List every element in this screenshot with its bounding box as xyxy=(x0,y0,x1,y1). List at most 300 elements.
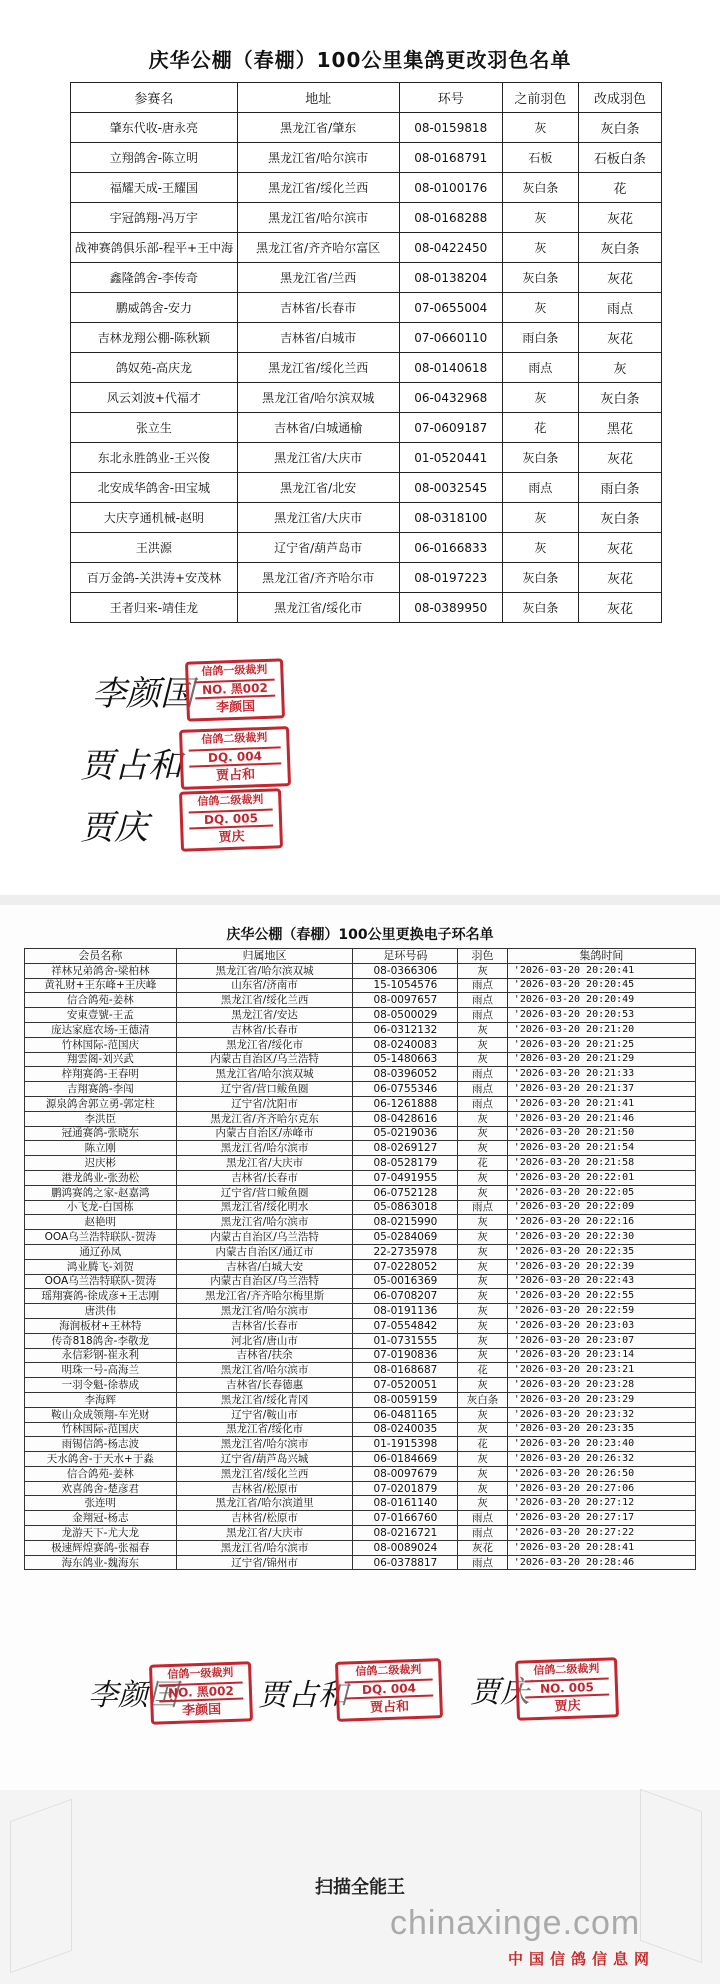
entrant-cell: 鸽奴苑-高庆龙 xyxy=(71,353,238,383)
region-cell: 内蒙古自治区/赤峰市 xyxy=(176,1126,353,1141)
header-new-color: 改成羽色 xyxy=(578,83,661,113)
color-cell: 雨点 xyxy=(458,1008,507,1023)
entrant-cell: 东北永胜鸽业-王兴俊 xyxy=(71,443,238,473)
table-row xyxy=(71,143,662,173)
address-cell: 黑龙江省/哈尔滨市 xyxy=(237,143,399,173)
color-cell: 灰 xyxy=(458,1348,507,1363)
old-color-cell: 灰白条 xyxy=(502,173,578,203)
member-cell: 海东鸽业-魏海东 xyxy=(25,1555,177,1570)
ring-number-cell: 08-0216721 xyxy=(353,1526,458,1541)
ring-number-cell: 08-0059159 xyxy=(353,1392,458,1407)
region-cell: 辽宁省/沈阳市 xyxy=(176,1096,353,1111)
ring-number-cell: 08-0097657 xyxy=(353,993,458,1008)
header-color: 羽色 xyxy=(458,949,507,964)
signature-2: 贾占和 xyxy=(80,746,182,786)
color-cell: 灰 xyxy=(458,1022,507,1037)
table-row xyxy=(71,353,662,383)
new-color-cell: 灰花 xyxy=(578,443,661,473)
color-cell: 花 xyxy=(458,1363,507,1378)
color-cell: 雨点 xyxy=(458,993,507,1008)
table-row xyxy=(25,1126,696,1141)
ring-number-cell: 07-0166760 xyxy=(353,1511,458,1526)
ring-number-cell: 08-0422450 xyxy=(399,233,502,263)
member-cell: 金翔冠-杨志 xyxy=(25,1511,177,1526)
region-cell: 河北省/唐山市 xyxy=(176,1333,353,1348)
table-row xyxy=(71,443,662,473)
color-cell: 灰 xyxy=(458,1422,507,1437)
region-cell: 黑龙江省/安达 xyxy=(176,1008,353,1023)
time-cell: '2026-03-20 20:26:32 xyxy=(507,1452,695,1467)
time-cell: '2026-03-20 20:21:20 xyxy=(507,1022,695,1037)
stamp-6-name: 贾庆 xyxy=(554,1698,581,1715)
table-row xyxy=(25,1526,696,1541)
table-row xyxy=(25,993,696,1008)
color-cell: 灰 xyxy=(458,1111,507,1126)
stamp-1-title: 信鸽一级裁判 xyxy=(201,662,268,679)
table-row xyxy=(25,1037,696,1052)
new-color-cell: 雨点 xyxy=(578,293,661,323)
time-cell: '2026-03-20 20:23:29 xyxy=(507,1392,695,1407)
table-row xyxy=(25,1481,696,1496)
old-color-cell: 灰 xyxy=(502,113,578,143)
ring-number-cell: 06-0166833 xyxy=(399,533,502,563)
region-cell: 黑龙江省/哈尔滨市 xyxy=(176,1304,353,1319)
member-cell: 信合鸽苑-姜林 xyxy=(25,993,177,1008)
stamp-3-title: 信鸽二级裁判 xyxy=(197,792,264,809)
address-cell: 黑龙江省/哈尔滨市 xyxy=(237,203,399,233)
ring-number-cell: 07-0660110 xyxy=(399,323,502,353)
member-cell: 庞达家庭农场-王德清 xyxy=(25,1022,177,1037)
time-cell: '2026-03-20 20:20:45 xyxy=(507,978,695,993)
old-color-cell: 雨点 xyxy=(502,353,578,383)
table-row xyxy=(25,1096,696,1111)
table-row xyxy=(25,978,696,993)
region-cell: 辽宁省/营口鲅鱼圈 xyxy=(176,1082,353,1097)
member-cell: 通辽孙凤 xyxy=(25,1244,177,1259)
color-cell: 雨点 xyxy=(458,978,507,993)
color-cell: 灰 xyxy=(458,1304,507,1319)
member-cell: OOA乌兰浩特联队-贺涛 xyxy=(25,1230,177,1245)
ring-number-cell: 07-0609187 xyxy=(399,413,502,443)
region-cell: 辽宁省/营口鲅鱼圈 xyxy=(176,1185,353,1200)
ring-number-cell: 05-0016369 xyxy=(353,1274,458,1289)
stamp-2-number: DQ. 004 xyxy=(189,746,282,767)
region-cell: 吉林省/长春市 xyxy=(176,1318,353,1333)
table-row xyxy=(25,1452,696,1467)
new-color-cell: 灰花 xyxy=(578,563,661,593)
time-cell: '2026-03-20 20:27:06 xyxy=(507,1481,695,1496)
address-cell: 吉林省/白城市 xyxy=(237,323,399,353)
page-1 xyxy=(0,0,720,900)
ring-number-cell: 08-0528179 xyxy=(353,1156,458,1171)
address-cell: 黑龙江省/齐齐哈尔市 xyxy=(237,563,399,593)
member-cell: 一羽令魁-徐恭成 xyxy=(25,1378,177,1393)
table-row xyxy=(71,503,662,533)
entrant-cell: 肇东代收-唐永亮 xyxy=(71,113,238,143)
entrant-cell: 鹏威鸽舍-安力 xyxy=(71,293,238,323)
entrant-cell: 鑫隆鸽舍-李传奇 xyxy=(71,263,238,293)
new-color-cell: 灰白条 xyxy=(578,233,661,263)
color-cell: 灰 xyxy=(458,1466,507,1481)
address-cell: 黑龙江省/北安 xyxy=(237,473,399,503)
color-cell: 灰 xyxy=(458,1244,507,1259)
member-cell: 竹林国际-范国庆 xyxy=(25,1422,177,1437)
table-row xyxy=(25,1082,696,1097)
entrant-cell: 北安成华鸽舍-田宝城 xyxy=(71,473,238,503)
table-row xyxy=(25,1259,696,1274)
time-cell: '2026-03-20 20:28:41 xyxy=(507,1540,695,1555)
member-cell: 黄礼财+王东峰+王庆峰 xyxy=(25,978,177,993)
new-color-cell: 灰花 xyxy=(578,203,661,233)
member-cell: 小飞龙-白国栋 xyxy=(25,1200,177,1215)
table-row xyxy=(25,1363,696,1378)
ring-number-cell: 08-0428616 xyxy=(353,1111,458,1126)
member-cell: 李洪臣 xyxy=(25,1111,177,1126)
old-color-cell: 灰白条 xyxy=(502,443,578,473)
color-cell: 雨点 xyxy=(458,1555,507,1570)
ring-number-cell: 08-0240083 xyxy=(353,1037,458,1052)
ring-number-cell: 05-0284069 xyxy=(353,1230,458,1245)
region-cell: 黑龙江省/哈尔滨市 xyxy=(176,1141,353,1156)
table-row xyxy=(71,263,662,293)
color-cell: 雨点 xyxy=(458,1200,507,1215)
region-cell: 黑龙江省/哈尔滨双城 xyxy=(176,1067,353,1082)
color-cell: 花 xyxy=(458,1156,507,1171)
table-row xyxy=(71,173,662,203)
table-row xyxy=(25,1022,696,1037)
ring-number-cell: 08-0089024 xyxy=(353,1540,458,1555)
stamp-5-number: DQ. 004 xyxy=(345,1678,434,1699)
time-cell: '2026-03-20 20:23:07 xyxy=(507,1333,695,1348)
electronic-ring-table xyxy=(24,948,696,1570)
table-row xyxy=(71,563,662,593)
old-color-cell: 雨白条 xyxy=(502,323,578,353)
color-cell: 花 xyxy=(458,1437,507,1452)
ring-number-cell: 06-0432968 xyxy=(399,383,502,413)
ring-number-cell: 08-0097679 xyxy=(353,1466,458,1481)
ring-number-cell: 08-0159818 xyxy=(399,113,502,143)
table-row xyxy=(25,1170,696,1185)
ring-number-cell: 01-0731555 xyxy=(353,1333,458,1348)
time-cell: '2026-03-20 20:20:41 xyxy=(507,963,695,978)
table-row xyxy=(25,1348,696,1363)
table-row xyxy=(25,1156,696,1171)
member-cell: 赵艳明 xyxy=(25,1215,177,1230)
region-cell: 黑龙江省/绥化青冈 xyxy=(176,1392,353,1407)
color-cell: 灰花 xyxy=(458,1540,507,1555)
old-color-cell: 灰白条 xyxy=(502,263,578,293)
entrant-cell: 立翔鸽舍-陈立明 xyxy=(71,143,238,173)
color-cell: 灰 xyxy=(458,1318,507,1333)
new-color-cell: 石板白条 xyxy=(578,143,661,173)
region-cell: 黑龙江省/哈尔滨道里 xyxy=(176,1496,353,1511)
time-cell: '2026-03-20 20:21:58 xyxy=(507,1156,695,1171)
new-color-cell: 花 xyxy=(578,173,661,203)
region-cell: 内蒙古自治区/乌兰浩特 xyxy=(176,1230,353,1245)
ring-number-cell: 07-0491955 xyxy=(353,1170,458,1185)
address-cell: 黑龙江省/绥化兰西 xyxy=(237,353,399,383)
member-cell: 鸿业腾飞-刘贺 xyxy=(25,1259,177,1274)
watermark-url: chinaxinge.com xyxy=(390,1904,641,1942)
member-cell: 冠通赛鸽-张晓东 xyxy=(25,1126,177,1141)
old-color-cell: 灰 xyxy=(502,383,578,413)
region-cell: 吉林省/松原市 xyxy=(176,1511,353,1526)
color-cell: 灰 xyxy=(458,1407,507,1422)
region-cell: 黑龙江省/哈尔滨市 xyxy=(176,1215,353,1230)
table-row xyxy=(25,1437,696,1452)
judge-stamp-6 xyxy=(515,1657,619,1721)
table-row xyxy=(71,383,662,413)
table-row xyxy=(71,293,662,323)
stamp-5-title: 信鸽二级裁判 xyxy=(355,1662,422,1679)
signature-5: 贾占和 xyxy=(258,1678,348,1713)
address-cell: 黑龙江省/肇东 xyxy=(237,113,399,143)
member-cell: 张连明 xyxy=(25,1496,177,1511)
time-cell: '2026-03-20 20:23:35 xyxy=(507,1422,695,1437)
header-ring: 足环号码 xyxy=(353,949,458,964)
time-cell: '2026-03-20 20:22:39 xyxy=(507,1259,695,1274)
color-cell: 雨点 xyxy=(458,1096,507,1111)
region-cell: 内蒙古自治区/乌兰浩特 xyxy=(176,1274,353,1289)
ring-number-cell: 06-0755346 xyxy=(353,1082,458,1097)
color-cell: 灰 xyxy=(458,1274,507,1289)
entrant-cell: 吉林龙翔公棚-陈秋颖 xyxy=(71,323,238,353)
table-row xyxy=(25,1304,696,1319)
table-row xyxy=(25,1496,696,1511)
stamp-6-title: 信鸽二级裁判 xyxy=(533,1661,600,1678)
time-cell: '2026-03-20 20:27:12 xyxy=(507,1496,695,1511)
header-time: 集鸽时间 xyxy=(507,949,695,964)
ring-number-cell: 08-0396052 xyxy=(353,1067,458,1082)
table-row xyxy=(71,113,662,143)
judge-stamp-4 xyxy=(149,1661,253,1725)
time-cell: '2026-03-20 20:21:41 xyxy=(507,1096,695,1111)
stamp-2-name: 贾占和 xyxy=(215,767,256,784)
header-member: 会员名称 xyxy=(25,949,177,964)
ring-number-cell: 08-0366306 xyxy=(353,963,458,978)
time-cell: '2026-03-20 20:22:05 xyxy=(507,1185,695,1200)
color-cell: 灰 xyxy=(458,1170,507,1185)
color-cell: 灰白条 xyxy=(458,1392,507,1407)
time-cell: '2026-03-20 20:21:46 xyxy=(507,1111,695,1126)
color-cell: 灰 xyxy=(458,963,507,978)
member-cell: 安東壹號-王孟 xyxy=(25,1008,177,1023)
member-cell: 欢喜鸽舍-楚彦君 xyxy=(25,1481,177,1496)
new-color-cell: 雨白条 xyxy=(578,473,661,503)
member-cell: 海润板材+王林特 xyxy=(25,1318,177,1333)
stamp-1-name: 李颜国 xyxy=(215,699,256,716)
ring-number-cell: 08-0168791 xyxy=(399,143,502,173)
stamp-3-number: DQ. 005 xyxy=(189,809,274,830)
region-cell: 黑龙江省/绥化明水 xyxy=(176,1200,353,1215)
member-cell: 天水鸽舍-于天水+于淼 xyxy=(25,1452,177,1467)
region-cell: 吉林省/白城大安 xyxy=(176,1259,353,1274)
ring-number-cell: 08-0269127 xyxy=(353,1141,458,1156)
entrant-cell: 百万金鸽-关洪涛+安茂林 xyxy=(71,563,238,593)
new-color-cell: 灰白条 xyxy=(578,113,661,143)
time-cell: '2026-03-20 20:23:28 xyxy=(507,1378,695,1393)
ring-number-cell: 08-0138204 xyxy=(399,263,502,293)
member-cell: 鞍山众成领翔-车光财 xyxy=(25,1407,177,1422)
color-cell: 雨点 xyxy=(458,1082,507,1097)
time-cell: '2026-03-20 20:23:14 xyxy=(507,1348,695,1363)
time-cell: '2026-03-20 20:28:46 xyxy=(507,1555,695,1570)
member-cell: 迟庆彬 xyxy=(25,1156,177,1171)
member-cell: 祥林兄弟鸽舍-梁柏林 xyxy=(25,963,177,978)
color-cell: 灰 xyxy=(458,1215,507,1230)
ring-number-cell: 07-0520051 xyxy=(353,1378,458,1393)
ring-number-cell: 07-0655004 xyxy=(399,293,502,323)
ring-number-cell: 08-0500029 xyxy=(353,1008,458,1023)
entrant-cell: 风云刘波+代福才 xyxy=(71,383,238,413)
color-cell: 灰 xyxy=(458,1378,507,1393)
stamp-4-title: 信鸽一级裁判 xyxy=(167,1665,234,1682)
stamp-4-number: NO. 黑002 xyxy=(159,1682,244,1703)
table-row xyxy=(25,1244,696,1259)
signature-6: 贾庆 xyxy=(470,1675,530,1710)
time-cell: '2026-03-20 20:23:03 xyxy=(507,1318,695,1333)
time-cell: '2026-03-20 20:23:32 xyxy=(507,1407,695,1422)
region-cell: 黑龙江省/哈尔滨市 xyxy=(176,1363,353,1378)
time-cell: '2026-03-20 20:23:40 xyxy=(507,1437,695,1452)
scanner-brand: 扫描全能王 xyxy=(315,1877,405,1898)
region-cell: 黑龙江省/哈尔滨市 xyxy=(176,1437,353,1452)
table-row xyxy=(25,1067,696,1082)
member-cell: 明珠一号-高海兰 xyxy=(25,1363,177,1378)
table-row xyxy=(25,963,696,978)
ring-number-cell: 08-0215990 xyxy=(353,1215,458,1230)
color-cell: 灰 xyxy=(458,1289,507,1304)
address-cell: 辽宁省/葫芦岛市 xyxy=(237,533,399,563)
page-2 xyxy=(0,905,720,1790)
member-cell: 瑶翔赛鸽-徐成彦+王志刚 xyxy=(25,1289,177,1304)
old-color-cell: 花 xyxy=(502,413,578,443)
entrant-cell: 福耀天成-王耀国 xyxy=(71,173,238,203)
table-row xyxy=(25,1200,696,1215)
ring-number-cell: 01-1915398 xyxy=(353,1437,458,1452)
time-cell: '2026-03-20 20:21:33 xyxy=(507,1067,695,1082)
table-row xyxy=(25,1540,696,1555)
color-cell: 灰 xyxy=(458,1452,507,1467)
ring-number-cell: 08-0168288 xyxy=(399,203,502,233)
entrant-cell: 王洪源 xyxy=(71,533,238,563)
ring-number-cell: 06-1261888 xyxy=(353,1096,458,1111)
color-cell: 灰 xyxy=(458,1230,507,1245)
page-2-title: 庆华公棚（春棚）100公里更换电子环名单 xyxy=(226,927,494,943)
table-row xyxy=(25,1511,696,1526)
old-color-cell: 灰白条 xyxy=(502,563,578,593)
address-cell: 吉林省/长春市 xyxy=(237,293,399,323)
region-cell: 吉林省/扶余 xyxy=(176,1348,353,1363)
ring-number-cell: 08-0318100 xyxy=(399,503,502,533)
time-cell: '2026-03-20 20:21:54 xyxy=(507,1141,695,1156)
table-row xyxy=(25,1215,696,1230)
member-cell: 梓翔赛鸽-王春明 xyxy=(25,1067,177,1082)
address-cell: 黑龙江省/兰西 xyxy=(237,263,399,293)
member-cell: 陈立刚 xyxy=(25,1141,177,1156)
stamp-5-name: 贾占和 xyxy=(369,1699,410,1716)
table-header-row xyxy=(25,949,696,964)
table-row xyxy=(25,1378,696,1393)
member-cell: 竹林国际-范国庆 xyxy=(25,1037,177,1052)
time-cell: '2026-03-20 20:20:53 xyxy=(507,1008,695,1023)
ring-number-cell: 08-0161140 xyxy=(353,1496,458,1511)
table-row xyxy=(25,1289,696,1304)
header-old-color: 之前羽色 xyxy=(502,83,578,113)
table-row xyxy=(71,473,662,503)
member-cell: 雨锡信鸽-杨志波 xyxy=(25,1437,177,1452)
time-cell: '2026-03-20 20:22:01 xyxy=(507,1170,695,1185)
ring-number-cell: 22-2735978 xyxy=(353,1244,458,1259)
color-cell: 灰 xyxy=(458,1126,507,1141)
member-cell: 港龙鸽业-张劲松 xyxy=(25,1170,177,1185)
entrant-cell: 王者归来-靖佳龙 xyxy=(71,593,238,623)
ring-number-cell: 06-0481165 xyxy=(353,1407,458,1422)
color-change-table xyxy=(70,82,662,623)
table-row xyxy=(25,1318,696,1333)
new-color-cell: 灰花 xyxy=(578,593,661,623)
judge-stamp-2 xyxy=(179,726,291,790)
member-cell: 传奇818鸽舍-李敬龙 xyxy=(25,1333,177,1348)
stamp-3-name: 贾庆 xyxy=(218,829,245,846)
ring-number-cell: 08-0197223 xyxy=(399,563,502,593)
member-cell: 永信彩钢-崔永利 xyxy=(25,1348,177,1363)
address-cell: 黑龙江省/大庆市 xyxy=(237,443,399,473)
header-region: 归属地区 xyxy=(176,949,353,964)
ring-number-cell: 06-0312132 xyxy=(353,1022,458,1037)
ring-number-cell: 07-0228052 xyxy=(353,1259,458,1274)
table-header-row xyxy=(71,83,662,113)
ring-number-cell: 05-1480663 xyxy=(353,1052,458,1067)
table-row xyxy=(25,1052,696,1067)
table-row xyxy=(71,413,662,443)
ring-number-cell: 07-0190836 xyxy=(353,1348,458,1363)
member-cell: 信合鸽苑-姜林 xyxy=(25,1466,177,1481)
entrant-cell: 宇冠鸽翔-冯万宇 xyxy=(71,203,238,233)
entrant-cell: 大庆亨通机械-赵明 xyxy=(71,503,238,533)
region-cell: 辽宁省/葫芦岛兴城 xyxy=(176,1452,353,1467)
time-cell: '2026-03-20 20:21:37 xyxy=(507,1082,695,1097)
color-cell: 灰 xyxy=(458,1141,507,1156)
old-color-cell: 灰 xyxy=(502,533,578,563)
table-row xyxy=(71,203,662,233)
ring-number-cell: 08-0140618 xyxy=(399,353,502,383)
region-cell: 山东省/济南市 xyxy=(176,978,353,993)
table-row xyxy=(71,533,662,563)
table-row xyxy=(25,1555,696,1570)
new-color-cell: 灰白条 xyxy=(578,503,661,533)
time-cell: '2026-03-20 20:27:22 xyxy=(507,1526,695,1541)
region-cell: 黑龙江省/大庆市 xyxy=(176,1526,353,1541)
address-cell: 黑龙江省/绥化兰西 xyxy=(237,173,399,203)
new-color-cell: 灰花 xyxy=(578,533,661,563)
region-cell: 黑龙江省/哈尔滨双城 xyxy=(176,963,353,978)
region-cell: 内蒙古自治区/乌兰浩特 xyxy=(176,1052,353,1067)
address-cell: 黑龙江省/大庆市 xyxy=(237,503,399,533)
signature-1: 李颜国 xyxy=(92,674,194,714)
time-cell: '2026-03-20 20:21:50 xyxy=(507,1126,695,1141)
old-color-cell: 灰 xyxy=(502,203,578,233)
judge-stamp-5 xyxy=(335,1658,443,1722)
region-cell: 辽宁省/锦州市 xyxy=(176,1555,353,1570)
old-color-cell: 灰 xyxy=(502,293,578,323)
address-cell: 黑龙江省/齐齐哈尔富区 xyxy=(237,233,399,263)
region-cell: 吉林省/长春市 xyxy=(176,1170,353,1185)
address-cell: 黑龙江省/哈尔滨双城 xyxy=(237,383,399,413)
member-cell: 吉翔赛鸽-李闯 xyxy=(25,1082,177,1097)
color-cell: 灰 xyxy=(458,1481,507,1496)
ring-number-cell: 07-0201879 xyxy=(353,1481,458,1496)
